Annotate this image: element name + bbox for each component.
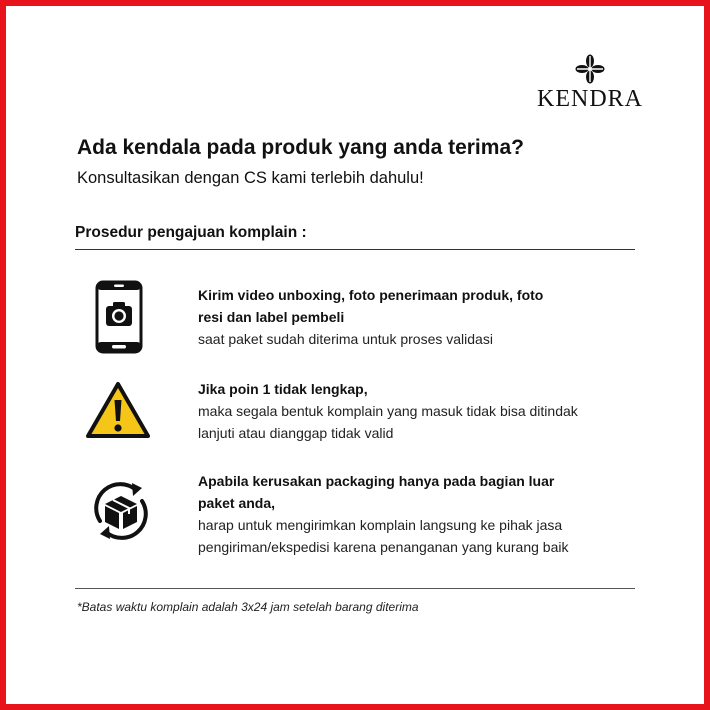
- step-3-description: harap untuk mengirimkan komplain langsung ke pihak jasa pengiriman/ekspedisi karena penanganan yang kurang baik: [198, 517, 569, 555]
- package-return-icon: [88, 478, 154, 549]
- brand-name: KENDRA: [537, 86, 643, 112]
- step-2-text: [198, 378, 628, 444]
- bottom-divider: [75, 588, 635, 589]
- warning-icon: [85, 380, 151, 445]
- page-heading: Ada kendala pada produk yang anda terima?: [77, 136, 524, 159]
- flower-logo-icon: [575, 54, 605, 84]
- footnote: *Batas waktu komplain adalah 3x24 jam setelah barang diterima: [77, 600, 419, 614]
- phone-camera-icon: [95, 280, 143, 359]
- step-1-text: [198, 284, 628, 350]
- complaint-info-card: [6, 6, 704, 704]
- top-divider: [75, 249, 635, 250]
- step-3-title: Apabila kerusakan packaging hanya pada bagian luar paket anda,: [198, 473, 555, 511]
- step-3-text: [198, 470, 628, 558]
- brand-logo: [534, 54, 646, 110]
- step-1-description: saat paket sudah diterima untuk proses validasi: [198, 331, 493, 347]
- step-2-description: maka segala bentuk komplain yang masuk tidak bisa ditindak lanjuti atau dianggap tidak valid: [198, 403, 578, 441]
- procedure-title: Prosedur pengajuan komplain :: [75, 224, 307, 241]
- step-1-title: Kirim video unboxing, foto penerimaan produk, foto resi dan label pembeli: [198, 287, 544, 325]
- page-subheading: Konsultasikan dengan CS kami terlebih dahulu!: [77, 169, 424, 187]
- step-2-title: Jika poin 1 tidak lengkap,: [198, 381, 368, 397]
